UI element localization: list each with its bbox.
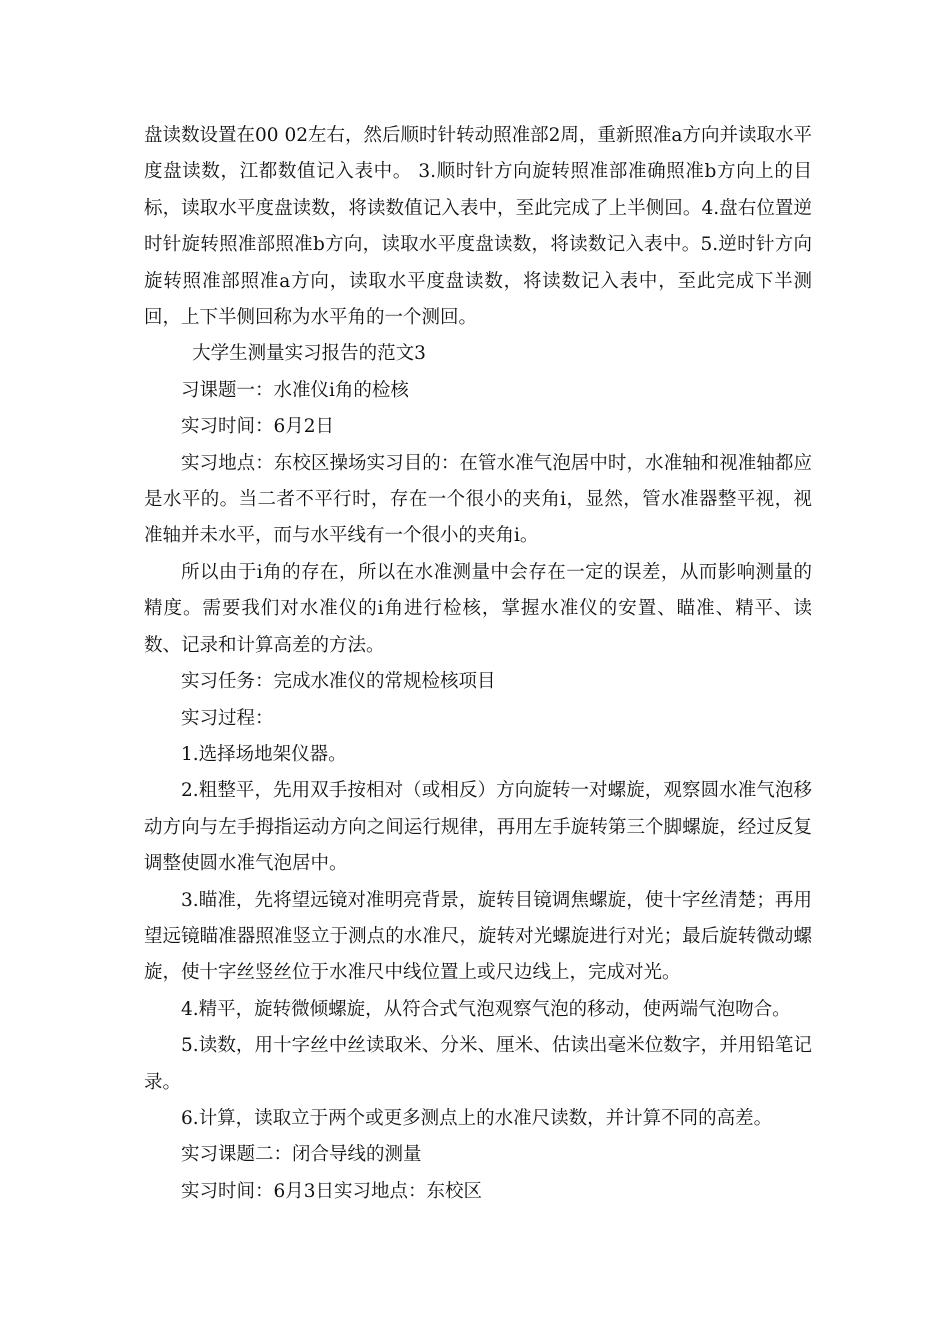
document-page xyxy=(144,118,812,1210)
topic-one-title: 习课题一：水准仪i角的检核 xyxy=(181,379,409,401)
practice-task: 实习任务：完成水准仪的常规检核项目 xyxy=(181,671,496,693)
step-6: 6.计算，读取立于两个或更多测点上的水准尺读数，并计算不同的高差。 xyxy=(181,1107,773,1129)
paragraph-continuation: 盘读数设置在00 02左右，然后顺时针转动照准部2周，重新照准a方向并读取水平度盘读数，江都数值记入表中。 3.顺时针方向旋转照准部准确照准b方向上的目标，读取水平度盘读数，将读数值记入表中，至此完成了上半侧回。4.盘右位置逆时针旋转照准部照准b方向，读取水平度盘读数，将读数记入表中。5.逆时针方向旋转照准部照准a方向，读取水平度盘读数，将读数记入表中，至此完成下半测回，上下半侧回称为水平角的一个测回。 xyxy=(144,125,812,329)
step-5: 5.读数，用十字丝中丝读取米、分米、厘米、估读出毫米位数字，并用铅笔记录。 xyxy=(144,1035,812,1093)
step-2: 2.粗整平，先用双手按相对（或相反）方向旋转一对螺旋，观察圆水准气泡移动方向与左手拇指运动方向之间运行规律，再用左手旋转第三个脚螺旋，经过反复调整使圆水准气泡居中。 xyxy=(144,780,812,875)
topic-two-time-location: 实习时间：6月3日实习地点：东校区 xyxy=(181,1180,483,1202)
step-1: 1.选择场地架仪器。 xyxy=(181,743,347,765)
topic-two-title: 实习课题二：闭合导线的测量 xyxy=(181,1144,422,1166)
step-4: 4.精平，旋转微倾螺旋，从符合式气泡观察气泡的移动，使两端气泡吻合。 xyxy=(181,998,791,1020)
practice-time: 实习时间：6月2日 xyxy=(181,416,335,438)
practice-location-purpose: 实习地点：东校区操场实习目的：在管水准气泡居中时，水准轴和视准轴都应是水平的。当二者不平行时，存在一个很小的夹角i，显然，管水准器整平视，视准轴并未水平，而与水平线有一个很小的夹角i。 xyxy=(144,452,812,547)
section-heading: 大学生测量实习报告的范文3 xyxy=(192,343,426,365)
paragraph-i-angle: 所以由于i角的存在，所以在水准测量中会存在一定的误差，从而影响测量的精度。需要我们对水准仪的i角进行检核，掌握水准仪的安置、瞄准、精平、读数、记录和计算高差的方法。 xyxy=(144,561,812,656)
practice-process-label: 实习过程： xyxy=(181,707,274,729)
step-3: 3.瞄准，先将望远镜对准明亮背景，旋转目镜调焦螺旋，使十字丝清楚；再用望远镜瞄准器照准竖立于测点的水准尺，旋转对光螺旋进行对光；最后旋转微动螺旋，使十字丝竖丝位于水准尺中线位置上或尺边线上，完成对光。 xyxy=(144,889,812,984)
